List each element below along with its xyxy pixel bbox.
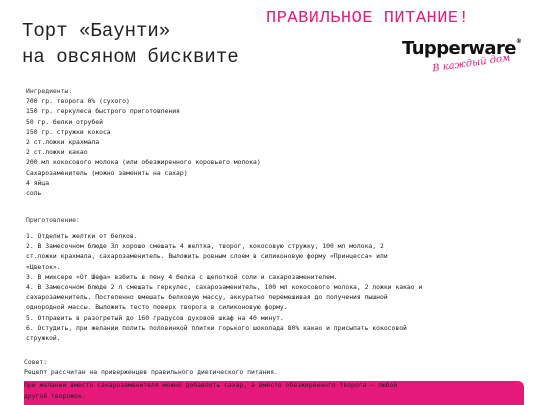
ingredient-item: 4 яйца (26, 178, 50, 187)
preparation-steps (26, 231, 422, 343)
step-line: сахарозаменитель. Постепенно вмешать белковую массу, аккуратно перемешивая до получения пышной (26, 293, 388, 302)
tip-section (24, 354, 539, 405)
tip-line-2: При желании вместо сахарозаменителя можно добавлять сахар, а вместо обезжиренного творога — любой (24, 381, 398, 389)
step-line: 6. Остудить, при желании полить половинкой плитки горького шоколада 80% какао и присыпать кокосовой (26, 323, 407, 332)
ingredient-item: 200 мл кокосового молока (или обезжиренного коровьего молока) (26, 158, 261, 167)
step-line: ст.ложки крахмала, сахарозаменитель. Выложить ровным слоем в силиконовую форму «Принцесса» или (26, 252, 388, 261)
step-line: однородной массы. Выложить тесто поверх творога в силиконовую форму. (26, 303, 288, 312)
title-line-1: Торт «Баунти» (22, 20, 171, 42)
step-line: 1. Отделить желтки от белков. (26, 232, 138, 240)
tip-line-1: Рецепт рассчитан на приверженцев правильного диетического питания. (24, 368, 278, 376)
step-line: «Цветок». (26, 262, 61, 271)
step-line: 3. В миксере «От Шефа» взбить в пену 4 белка с щепоткой соли и сахарозаменителем. (26, 272, 338, 281)
tupperware-logo: Tupperware® (402, 38, 522, 59)
step-line: 2. В Замесочном блюде 3л хорошо смешать 4 желтка, творог, кокосовую стружку, 100 мл молока, 2 (26, 242, 384, 251)
healthy-eating-banner: ПРАВИЛЬНОЕ ПИТАНИЕ! (266, 9, 470, 28)
brand-slogan: В каждый дом (431, 52, 511, 75)
title-line-2: на овсяном бисквите (22, 46, 239, 68)
preparation-label: Приготовление: (26, 216, 80, 224)
ingredient-item: 2 ст.ложки крахмала (26, 138, 100, 147)
brand-name: Tupperware (402, 38, 516, 59)
ingredient-item: соль (26, 189, 42, 198)
tip-line-3: другой творожок. (24, 392, 86, 400)
ingredients-section (26, 86, 261, 198)
step-line: стружкой. (26, 334, 61, 343)
ingredient-item: 50 гр. белки отрубей (26, 117, 103, 126)
ingredient-item: 700 гр. творога 0% (сухого) (26, 97, 130, 106)
step-line: 4. В Замесочном блюде 2 л смешать геркулес, сахарозаменитель, 100 мл кокосового молока, 2 ложки какао и (26, 283, 423, 292)
ingredient-item: Сахарозаменитель (можно заменить на сахар) (26, 168, 188, 177)
ingredients-label: Ингредиенты: (26, 87, 73, 95)
ingredient-item: 150 гр. стружки кокоса (26, 127, 111, 136)
step-line: 5. Отправить в разогретый до 160 градусов духовой шкаф на 40 минут. (26, 313, 284, 322)
ingredient-item: 2 ст.ложки какао (26, 148, 88, 157)
recipe-title (22, 18, 239, 70)
tip-label: Совет: (24, 358, 48, 366)
ingredient-item: 150 гр. геркулеса быстрого приготовления (26, 107, 180, 116)
